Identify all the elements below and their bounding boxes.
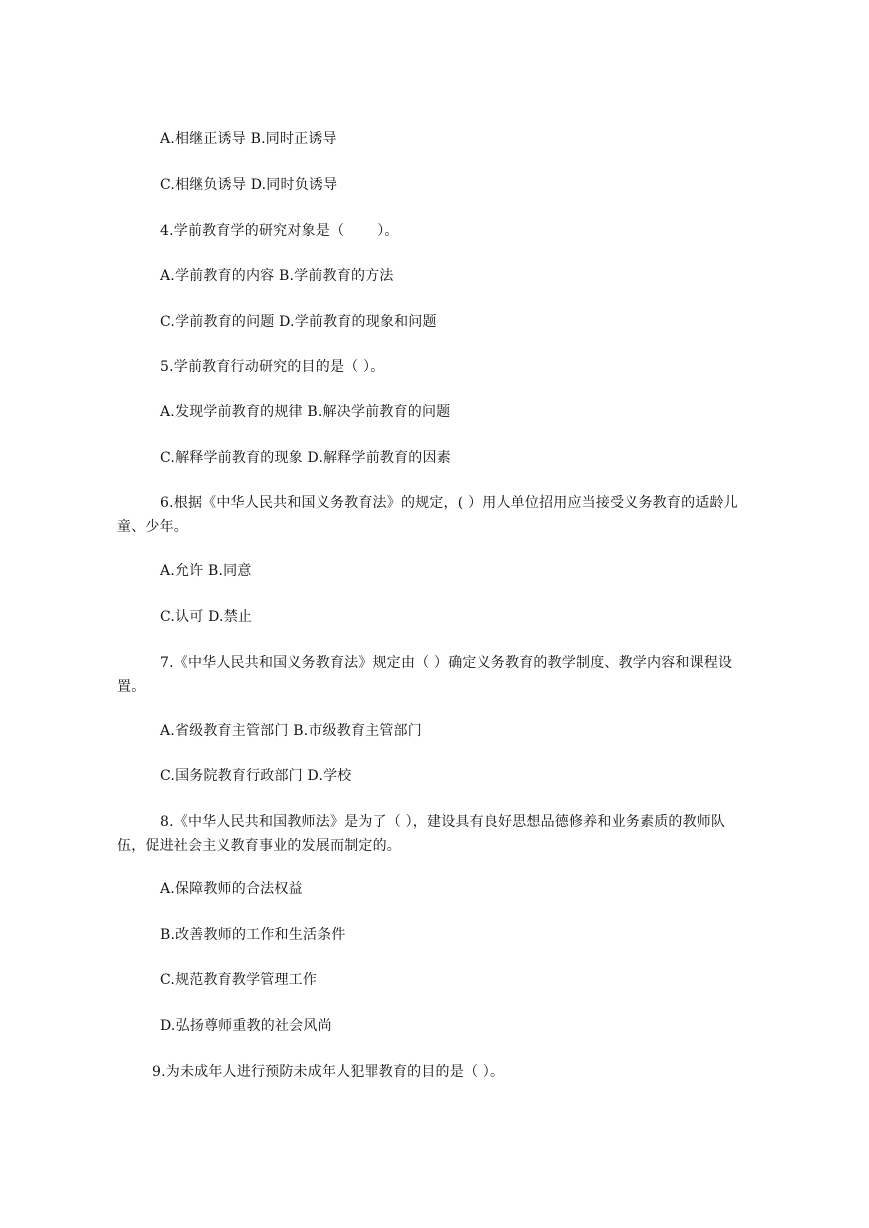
option-line: C.认可 D.禁止 xyxy=(160,609,253,625)
option-line: C.相继负诱导 D.同时负诱导 xyxy=(160,177,338,193)
option-line: A.学前教育的内容 B.学前教育的方法 xyxy=(160,268,394,284)
option-line: C.国务院教育行政部门 D.学校 xyxy=(160,768,352,784)
option-line: A.允许 B.同意 xyxy=(160,563,252,579)
question-8: 8.《中华人民共和国教师法》是为了（ ），建设具有良好思想品德修养和业务素质的教师队伍，促进社会主义教育事业的发展而制定的。 xyxy=(117,814,726,854)
option-line: C.学前教育的问题 D.学前教育的现象和问题 xyxy=(160,314,437,330)
question-4: 4.学前教育学的研究对象是（ ）。 xyxy=(160,223,399,239)
option-line: C.规范教育教学管理工作 xyxy=(160,972,318,988)
question-5: 5.学前教育行动研究的目的是（ ）。 xyxy=(160,359,385,375)
option-line: C.解释学前教育的现象 D.解释学前教育的因素 xyxy=(160,450,451,466)
question-9: 9.为未成年人进行预防未成年人犯罪教育的目的是（ ）。 xyxy=(152,1064,505,1080)
question-6: 6.根据《中华人民共和国义务教育法》的规定，( ）用人单位招用应当接受义务教育的适龄儿童、少年。 xyxy=(117,495,738,535)
question-7: 7.《中华人民共和国义务教育法》规定由（ ）确定义务教育的教学制度、教学内容和课程设置。 xyxy=(117,655,733,695)
option-line: D.弘扬尊师重教的社会风尚 xyxy=(160,1018,332,1034)
option-line: B.改善教师的工作和生活条件 xyxy=(160,927,346,943)
option-line: A.相继正诱导 B.同时正诱导 xyxy=(160,131,337,147)
option-line: A.保障教师的合法权益 xyxy=(160,881,303,897)
option-line: A.发现学前教育的规律 B.解决学前教育的问题 xyxy=(160,404,451,420)
option-line: A.省级教育主管部门 B.市级教育主管部门 xyxy=(160,723,422,739)
